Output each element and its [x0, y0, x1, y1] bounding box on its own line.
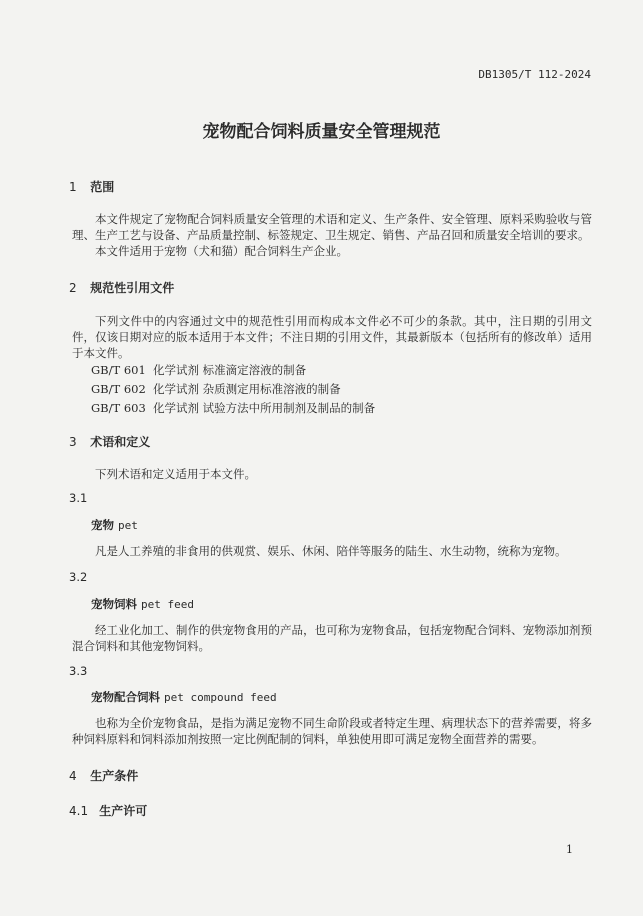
term-english: pet compound feed [164, 691, 277, 704]
section-title: 术语和定义 [90, 435, 151, 449]
reference-title: 化学试剂 杂质测定用标准溶液的制备 [153, 382, 341, 396]
term-heading [91, 517, 138, 533]
reference-code: GB/T 603 [91, 401, 146, 415]
term-definition: 也称为全价宠物食品，是指为满足宠物不同生命阶段或者特定生理、病理状态下的营养需要，将多种饲料原料和饲料添加剂按照一定比例配制的饲料，单独使用即可满足宠物全面营养的需要。 [72, 716, 592, 746]
section-title: 生产条件 [90, 769, 139, 783]
subsection-title: 生产许可 [99, 804, 148, 818]
section-title: 规范性引用文件 [90, 281, 175, 295]
section-number: 2 [69, 281, 77, 295]
reference-item [91, 381, 341, 397]
term-definition: 凡是人工养殖的非食用的供观赏、娱乐、休闲、陪伴等服务的陆生、水生动物，统称为宠物。 [95, 544, 567, 558]
section-title: 范围 [90, 180, 115, 194]
section-number: 1 [69, 180, 77, 194]
section-4-heading [69, 767, 138, 784]
reference-item [91, 362, 306, 378]
terms-intro: 下列术语和定义适用于本文件。 [95, 467, 256, 481]
section-3-heading [69, 433, 150, 450]
section-number: 4 [69, 769, 77, 783]
reference-title: 化学试剂 标准滴定溶液的制备 [153, 363, 307, 377]
term-chinese: 宠物 [91, 518, 114, 532]
term-english: pet feed [141, 598, 194, 611]
section-number: 3 [69, 435, 77, 449]
term-chinese: 宠物饲料 [91, 597, 137, 611]
term-heading [91, 689, 277, 705]
term-heading [91, 596, 194, 612]
subsection-number: 4.1 [69, 804, 89, 818]
section-2-heading [69, 279, 174, 296]
term-chinese: 宠物配合饲料 [91, 690, 160, 704]
term-english: pet [118, 519, 138, 532]
reference-code: GB/T 601 [91, 363, 146, 377]
document-title: 宠物配合饲料质量安全管理规范 [202, 122, 441, 142]
scope-paragraph-2: 本文件适用于宠物（犬和猫）配合饲料生产企业。 [95, 244, 348, 258]
subsection-4-1-heading [69, 802, 147, 819]
term-number: 3.3 [69, 664, 88, 678]
reference-title: 化学试剂 试验方法中所用制剂及制品的制备 [153, 401, 376, 415]
references-paragraph: 下列文件中的内容通过文中的规范性引用而构成本文件必不可少的条款。其中，注日期的引用文件，仅该日期对应的版本适用于本文件；不注日期的引用文件，其最新版本（包括所有的修改单）适用于本文件。 [72, 314, 592, 360]
document-code: DB1305/T 112-2024 [478, 68, 591, 81]
scope-paragraph-1: 本文件规定了宠物配合饲料质量安全管理的术语和定义、生产条件、安全管理、原料采购验收与管理、生产工艺与设备、产品质量控制、标签规定、卫生规定、销售、产品召回和质量安全培训的要求。 [72, 212, 592, 242]
page-number: 1 [566, 843, 573, 856]
term-number: 3.1 [69, 491, 88, 505]
reference-item [91, 400, 375, 416]
term-definition: 经工业化加工、制作的供宠物食用的产品，也可称为宠物食品，包括宠物配合饲料、宠物添加剂预混合饲料和其他宠物饲料。 [72, 623, 592, 653]
reference-code: GB/T 602 [91, 382, 146, 396]
section-1-heading [69, 178, 114, 195]
term-number: 3.2 [69, 570, 88, 584]
